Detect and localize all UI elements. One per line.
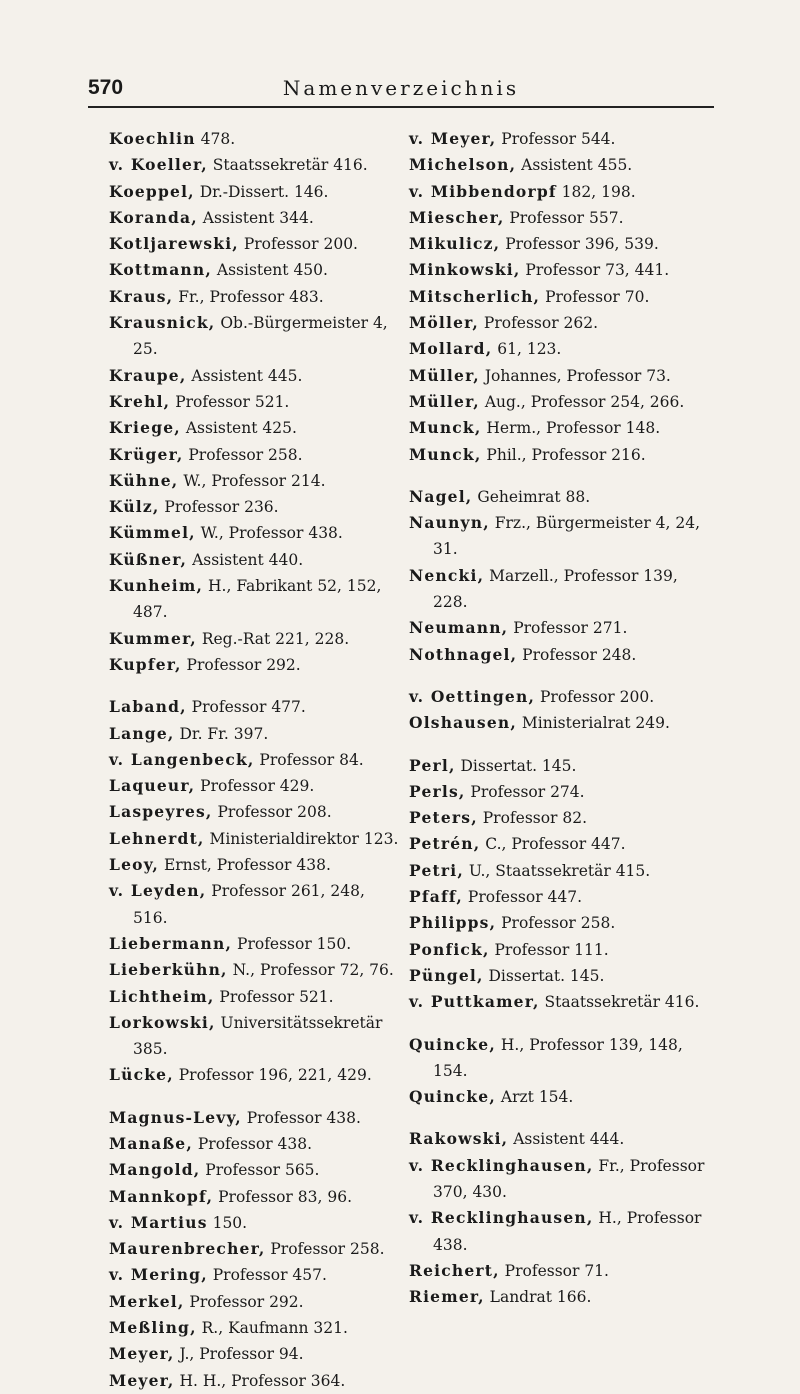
entry-details: J., Professor 94. [174,1345,304,1364]
index-entry [409,484,709,510]
index-entry [109,747,389,773]
index-entry [409,336,709,362]
index-entry [109,179,389,205]
index-entry [409,937,709,963]
index-entry [409,963,709,989]
entry-name: Kummer, [109,628,197,648]
entry-details: Professor 447. [462,888,583,907]
entry-details: Professor 557. [504,208,624,227]
entry-name: Kraupe, [109,365,187,385]
entry-details: H. H., Professor 364. [174,1371,346,1390]
index-entry [109,363,389,389]
entry-name: Krausnick, [109,313,216,333]
entry-details: Professor 82. [477,809,588,828]
index-entry [109,694,389,720]
entry-name: Munck, [409,444,482,464]
index-entry [409,884,709,910]
entry-details: Professor 544. [496,130,616,148]
entry-name: Kraus, [109,286,174,306]
entry-name: Petri, [409,860,464,880]
entry-details: Dissertat. 145. [483,966,605,985]
entry-details: Assistent 344. [197,208,314,227]
entry-details: Professor 521. [214,987,334,1006]
index-entry [409,1126,709,1152]
index-entry [109,626,389,652]
index-entry [409,710,709,736]
entry-details: Professor 521. [170,392,290,411]
entry-name: Koranda, [109,207,198,227]
entry-details: Fr., Professor 370, 430. [433,1156,705,1201]
entry-details: Professor 84. [254,750,364,769]
entry-details: Professor 83, 96. [213,1187,352,1206]
page-number: 570 [88,76,124,99]
index-entry [109,494,389,520]
entry-name: Meyer, [109,1370,175,1390]
entry-name: v. Martius [109,1212,208,1232]
index-entry [109,852,389,878]
entry-details: Professor 258. [183,445,303,464]
index-entry [409,831,709,857]
entry-details: Professor 71. [499,1261,609,1280]
entry-name: Nothnagel, [409,644,518,664]
entry-details: Staatssekretär 416. [539,993,700,1012]
entry-name: Minkowski, [409,260,521,280]
entry-details: Professor 274. [465,782,585,801]
entry-details: Professor 70. [540,287,650,306]
index-entry [409,257,709,283]
index-entry [109,773,389,799]
index-entry [409,615,709,641]
entry-name: Krüger, [109,444,184,464]
index-entry [109,1062,389,1088]
running-title: Namenverzeichnis [282,76,520,100]
entry-name: Meßling, [109,1318,197,1338]
entry-details: Professor 271. [508,619,628,638]
entry-details: Professor 236. [159,498,279,517]
index-entry [109,468,389,494]
entry-details: U., Staatssekretär 415. [463,861,651,880]
index-entry [109,1341,389,1367]
index-entry [109,652,389,678]
entry-details: Ernst, Professor 438. [159,856,331,875]
entry-name: Kotljarewski, [109,234,239,254]
index-entry [109,1289,389,1315]
entry-details: Arzt 154. [495,1088,574,1107]
index-entry [409,284,709,310]
entry-name: Mitscherlich, [409,286,541,306]
entry-name: Munck, [409,418,482,438]
entry-details: Professor 200. [535,687,655,706]
entry-details: Ministerialrat 249. [516,714,670,733]
index-entry [109,1236,389,1262]
index-entry [409,1084,709,1110]
entry-details: Professor 438. [241,1108,361,1127]
entry-name: Magnus-Levy, [109,1107,242,1127]
entry-details: Professor 258. [496,914,616,933]
entry-details: Professor 396, 539. [500,235,659,254]
entry-details: Fr., Professor 483. [173,287,324,306]
index-column-left [109,126,399,1394]
entry-name: Michelson, [409,155,517,175]
entry-name: Kriege, [109,418,181,438]
entry-name: Perl, [409,755,456,775]
entry-details: C., Professor 447. [480,835,626,854]
entry-details: Assistent 425. [180,419,297,438]
index-entry [109,573,389,626]
entry-name: Lehnerdt, [109,828,205,848]
entry-name: Liebermann, [109,933,233,953]
index-entry [109,799,389,825]
entry-name: v. Koeller, [109,155,208,175]
entry-details: Professor 457. [207,1266,327,1285]
entry-details: Assistent 445. [186,366,303,385]
entry-details: Assistent 455. [516,156,633,175]
entry-name: Kottmann, [109,260,212,280]
index-entry [409,310,709,336]
index-entry [109,826,399,852]
index-entry [109,1010,389,1063]
entry-details: Professor 208. [212,803,332,822]
entry-details: Reg.-Rat 221, 228. [196,629,350,648]
entry-name: Merkel, [109,1291,185,1311]
entry-name: Möller, [409,313,479,333]
index-entry [409,684,709,710]
entry-name: Koeppel, [109,181,195,201]
entry-name: Kunheim, [109,576,204,596]
entry-name: Neumann, [409,618,509,638]
entry-details: Aug., Professor 254, 266. [479,392,685,411]
index-entry [109,1210,389,1236]
entry-details: N., Professor 72, 76. [227,961,394,980]
entry-details: Phil., Professor 216. [481,445,646,464]
entry-details: Marzell., Professor 139, 228. [433,566,678,612]
index-entry [109,231,389,257]
entry-name: Manaße, [109,1133,193,1153]
entry-name: Philipps, [409,913,497,933]
index-entry [109,310,389,363]
entry-name: Maurenbrecher, [109,1239,266,1259]
entry-name: Nagel, [409,486,473,506]
entry-details: Professor 200. [238,235,358,254]
index-entry [109,1184,389,1210]
entry-details: Professor 565. [200,1161,320,1180]
index-entry [109,1262,389,1288]
entry-name: Müller, [409,365,480,385]
entry-details: H., Professor 438. [433,1209,702,1254]
index-entry [109,205,389,231]
index-entry [109,415,389,441]
entry-details: Frz., Bürgermeister 4, 24, 31. [433,514,701,559]
entry-name: Koechlin [109,129,196,148]
index-entry [409,126,709,152]
entry-name: Lange, [109,723,175,743]
entry-name: Mollard, [409,339,493,359]
entry-details: Dr. Fr. 397. [174,724,269,743]
index-entry [109,520,389,546]
entry-name: Miescher, [409,207,505,227]
entry-details: Professor 196, 221, 429. [173,1066,372,1085]
index-entry [109,1368,389,1394]
entry-details: Professor 248. [517,645,637,664]
entry-details: Staatssekretär 416. [207,156,368,175]
entry-name: Olshausen, [409,713,517,733]
index-entry [409,1153,709,1206]
entry-name: Quincke, [409,1087,496,1107]
index-entry [409,805,709,831]
index-entry [109,721,389,747]
entry-details: Professor 261, 248, 516. [133,882,365,927]
entry-details: Universitätssekretär 385. [133,1013,383,1059]
entry-name: v. Recklinghausen, [409,1155,594,1175]
entry-details: Geheimrat 88. [472,487,591,506]
entry-name: Perls, [409,781,466,801]
entry-name: Peters, [409,808,478,828]
entry-name: Riemer, [409,1287,485,1307]
entry-name: Mangold, [109,1160,201,1180]
index-entry [409,442,709,468]
entry-name: Laspeyres, [109,802,213,822]
index-entry [109,257,389,283]
entry-name: Petrén, [409,834,481,854]
index-entry [409,231,709,257]
index-entry [109,957,394,983]
index-column-right [409,126,709,1310]
index-entry [109,389,389,415]
entry-details: Professor 292. [181,655,301,674]
entry-name: Kühne, [109,470,179,490]
index-entry [109,878,389,931]
entry-name: v. Recklinghausen, [409,1208,594,1228]
entry-details: Herm., Professor 148. [481,419,661,438]
entry-name: Laband, [109,697,187,717]
entry-name: Laqueur, [109,776,196,796]
entry-name: Rakowski, [409,1129,509,1149]
index-entry [409,563,709,616]
entry-details: Professor 258. [265,1240,385,1259]
entry-name: Meyer, [109,1344,175,1364]
entry-details: Landrat 166. [484,1288,592,1307]
entry-details: Professor 111. [489,940,609,959]
entry-name: v. Puttkamer, [409,992,540,1012]
entry-name: Naunyn, [409,513,490,533]
index-entry [409,642,709,668]
entry-name: Leoy, [109,855,160,875]
index-entry [109,126,389,152]
index-entry [109,152,389,178]
entry-name: Lücke, [109,1065,174,1085]
index-entry [409,989,709,1015]
entry-name: v. Langenbeck, [109,749,255,769]
entry-details: Johannes, Professor 73. [479,366,671,385]
entry-name: Lorkowski, [109,1012,216,1032]
entry-name: Püngel, [409,965,484,985]
entry-details: H., Fabrikant 52, 152, 487. [133,577,382,622]
entry-details: 150. [207,1213,248,1232]
entry-details: Assistent 440. [187,550,304,569]
index-entry [409,179,709,205]
entry-name: v. Mering, [109,1265,208,1285]
entry-details: R., Kaufmann 321. [196,1319,348,1338]
entry-name: Lieberkühn, [109,960,228,980]
entry-name: Pfaff, [409,887,463,907]
index-entry [409,510,709,563]
entry-name: Nencki, [409,565,485,585]
entry-name: v. Leyden, [109,881,207,901]
entry-name: v. Mibbendorpf [409,181,557,201]
entry-details: H., Professor 139, 148, 154. [433,1035,683,1080]
entry-details: Ministerialdirektor 123. [204,829,399,848]
index-entry [409,389,709,415]
index-entry [109,1131,389,1157]
index-entry [409,205,709,231]
entry-details: W., Professor 438. [195,524,343,543]
entry-details: Professor 150. [232,934,352,953]
entry-name: Külz, [109,497,160,517]
entry-name: Mikulicz, [409,234,501,254]
entry-name: Quincke, [409,1034,496,1054]
index-entry [109,931,389,957]
entry-details: W., Professor 214. [178,471,326,490]
entry-details: 61, 123. [492,340,562,359]
entry-details: Dissertat. 145. [455,756,577,775]
entry-details: Professor 262. [478,314,599,333]
entry-name: Krehl, [109,391,171,411]
entry-details: Assistent 450. [211,261,328,280]
entry-name: Kümmel, [109,523,196,543]
entry-details: Assistent 444. [508,1130,625,1149]
index-entry [409,753,709,779]
entry-details: 182, 198. [556,182,636,201]
entry-name: Reichert, [409,1260,500,1280]
entry-name: Kupfer, [109,654,182,674]
index-entry [109,1315,389,1341]
entry-name: Lichtheim, [109,986,215,1006]
entry-details: Professor 477. [186,698,306,717]
index-entry [409,1205,709,1258]
entry-name: Mannkopf, [109,1186,214,1206]
entry-details: Dr.-Dissert. 146. [194,182,329,201]
index-entry [409,910,709,936]
entry-details: Professor 438. [192,1134,313,1153]
index-entry [409,1258,709,1284]
index-entry [409,1284,709,1310]
entry-details: Professor 429. [195,777,315,796]
page-header [88,76,714,108]
entry-details: Ob.-Bürgermeister 4, 25. [133,314,388,359]
index-entry [109,1157,389,1183]
index-entry [109,1105,389,1131]
index-entry [409,858,709,884]
index-entry [109,442,389,468]
index-entry [409,415,709,441]
entry-name: Müller, [409,391,480,411]
entry-name: v. Meyer, [409,129,497,148]
entry-name: Ponfick, [409,939,490,959]
index-entry [109,284,389,310]
index-entry [109,984,389,1010]
index-entry [409,779,709,805]
entry-name: v. Oettingen, [409,686,536,706]
entry-details: Professor 292. [184,1292,304,1311]
index-entry [409,152,709,178]
entry-details: 478. [195,130,236,148]
entry-name: Küßner, [109,549,188,569]
index-entry [409,1032,709,1085]
index-entry [109,547,389,573]
entry-details: Professor 73, 441. [520,261,670,280]
index-entry [409,363,709,389]
